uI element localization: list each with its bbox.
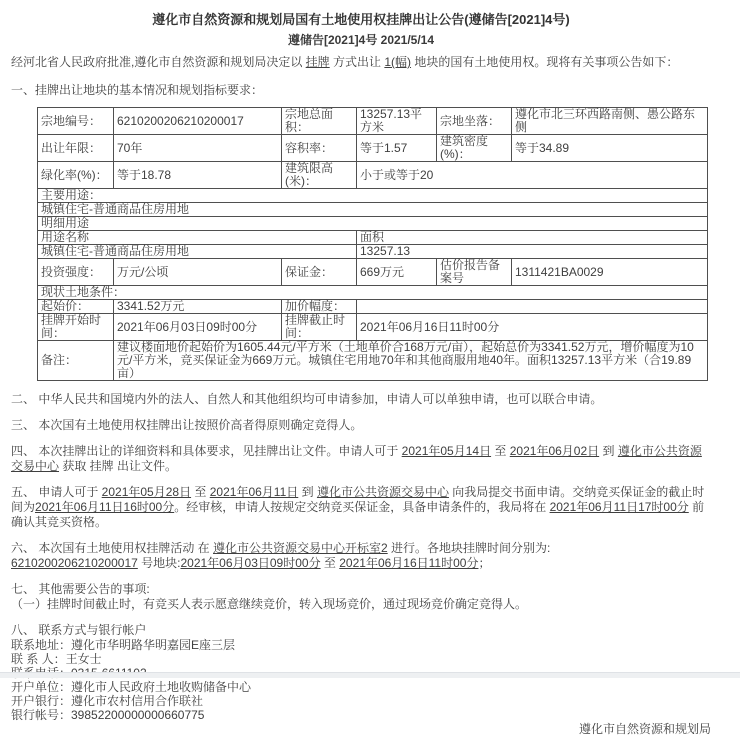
remark-value: 建议楼面地价起始价为1605.44元/平方米（土地单价合168万元/亩），起始总价为3341.52万元，增价幅度为10元/平方米，竞买保证金为669万元。城镇住宅用地70年和其他商服用地40年。面积13257.13平方米（合19.89亩） xyxy=(114,341,708,381)
text-segment: 号地块: xyxy=(137,556,181,570)
area-header: 面积 xyxy=(357,231,708,245)
investment-intensity-value: 万元/公顷 xyxy=(114,259,282,286)
text-segment: 到 xyxy=(599,444,618,458)
location-label: 宗地坐落： xyxy=(437,108,512,135)
table-row xyxy=(38,341,708,381)
bank-name: 开户银行：遵化市农村信用合作联社 xyxy=(11,694,204,708)
page-bottom-bar xyxy=(0,672,740,678)
height-limit-value: 小于或等于20 xyxy=(357,162,708,189)
text-segment: 。经审核，申请人按规定交纳竞买保证金，具备申请条件的，我局将在 xyxy=(174,500,550,514)
text-segment: 四、 本次挂牌出让的详细资料和具体要求，见挂牌出让文件。申请人可于 xyxy=(11,444,402,458)
text-segment: 经河北省人民政府批准,遵化市自然资源和规划局决定以 xyxy=(11,55,306,69)
section6-line2 xyxy=(11,556,711,571)
greening-rate-label: 绿化率(%)： xyxy=(38,162,114,189)
tenure-label: 出让年限： xyxy=(38,135,114,162)
building-density-value: 等于34.89 xyxy=(512,135,708,162)
location-value: 遵化市北三环西路南侧、愚公路东侧 xyxy=(512,108,708,135)
investment-intensity-label: 投资强度： xyxy=(38,259,114,286)
main-use-label: 主要用途： xyxy=(38,189,708,203)
text-segment: 向我局提交书面申请。交纳竞买保证金的截止时间为 xyxy=(11,485,705,514)
account-holder: 开户单位：遵化市人民政府土地收购储备中心 xyxy=(11,680,252,694)
appraisal-report-value: 1311421BA0029 xyxy=(512,259,708,286)
section6-paragraph xyxy=(11,541,711,571)
total-area-label: 宗地总面积： xyxy=(282,108,357,135)
section8-heading: 八、 联系方式与银行帐户 xyxy=(11,623,147,637)
listing-end-label: 挂牌截止时间： xyxy=(282,314,357,341)
underlined-date: 2021年05月28日 xyxy=(101,485,192,499)
section7-heading: 七、 其他需要公告的事项: xyxy=(11,582,150,596)
section7-item1: （一）挂牌时间截止时，有竞买人表示愿意继续竞价，转入现场竞价，通过现场竞价确定竞得人。 xyxy=(11,597,528,611)
text-segment: 进行。各地块挂牌时间分别为: xyxy=(387,541,551,555)
appraisal-report-label: 估价报告备案号 xyxy=(437,259,512,286)
table-row xyxy=(38,189,708,203)
section7-block xyxy=(11,582,711,612)
current-land-condition-label: 现状土地条件： xyxy=(38,286,708,300)
section5-paragraph xyxy=(11,485,711,530)
text-segment: 地块的国有土地使用权。现将有关事项公告如下： xyxy=(411,55,679,69)
text-segment: 获取 挂牌 出让文件。 xyxy=(59,459,178,473)
parcel-number-label: 宗地编号： xyxy=(38,108,114,135)
underlined-venue: 遵化市公共资源交易中心 xyxy=(316,485,449,499)
underlined-date: 2021年06月11日 xyxy=(209,485,299,499)
contact-address: 联系地址：遵化市华明路华明嘉园E座三层 xyxy=(11,638,236,652)
section1-heading: 一、挂牌出让地块的基本情况和规划指标要求： xyxy=(11,83,264,97)
text-segment: 至 xyxy=(320,556,340,570)
remark-label: 备注： xyxy=(38,341,114,381)
text-segment: 六、 本次国有土地使用权挂牌活动 在 xyxy=(11,541,214,555)
table-row xyxy=(38,217,708,231)
table-row xyxy=(38,231,708,245)
plot-ratio-label: 容积率： xyxy=(282,135,357,162)
text-segment: 五、 申请人可于 xyxy=(11,485,102,499)
listing-start-label: 挂牌开始时间： xyxy=(38,314,114,341)
text-segment: ； xyxy=(478,556,491,570)
table-row xyxy=(38,108,708,135)
underlined-method: 挂牌 xyxy=(305,55,330,69)
announcement-number-date: 遵储告[2021]4号 2021/5/14 xyxy=(287,33,435,47)
height-limit-label: 建筑限高(米)： xyxy=(282,162,357,189)
start-price-label: 起始价： xyxy=(38,300,114,314)
underlined-parcel-number: 6210200206210200017 xyxy=(11,556,138,570)
increment-value xyxy=(357,300,708,314)
deposit-value: 669万元 xyxy=(357,259,437,286)
table-row xyxy=(38,286,708,300)
main-use-value: 城镇住宅-普通商品住房用地 xyxy=(38,203,708,217)
section2-paragraph: 二、 中华人民共和国境内外的法人、自然人和其他组织均可申请参加，申请人可以单独申请，也可以联合申请。 xyxy=(11,392,603,406)
underlined-date: 2021年06月02日 xyxy=(509,444,600,458)
underlined-datetime: 2021年06月03日09时00分 xyxy=(180,556,321,570)
table-row xyxy=(38,314,708,341)
section6-line1 xyxy=(11,541,711,556)
issuing-authority-signature: 遵化市自然资源和规划局 xyxy=(578,722,711,736)
section3-paragraph: 三、 本次国有土地使用权挂牌出让按照价高者得原则确定竞得人。 xyxy=(11,418,363,432)
underlined-datetime: 2021年06月11日17时00分 xyxy=(549,500,689,514)
tenure-value: 70年 xyxy=(114,135,282,162)
table-row xyxy=(38,135,708,162)
section4-paragraph xyxy=(11,444,711,474)
listing-end-value: 2021年06月16日11时00分 xyxy=(357,314,708,341)
underlined-venue: 遵化市公共资源交易中心 xyxy=(11,444,702,473)
table-row xyxy=(38,259,708,286)
greening-rate-value: 等于18.78 xyxy=(114,162,282,189)
bank-account-number: 银行帐号：39852200000000660775 xyxy=(11,708,205,722)
underlined-parcel-count: 1(幅) xyxy=(384,55,412,69)
table-row xyxy=(38,245,708,259)
page-title: 遵化市自然资源和规划局国有土地使用权挂牌出让公告(遵储告[2021]4号) xyxy=(152,12,570,27)
table-row xyxy=(38,203,708,217)
area-value: 13257.13 xyxy=(357,245,708,259)
total-area-value: 13257.13平方米 xyxy=(357,108,437,135)
text-segment: 方式出让 xyxy=(329,55,385,69)
underlined-date: 2021年05月14日 xyxy=(401,444,492,458)
listing-start-value: 2021年06月03日09时00分 xyxy=(114,314,282,341)
plot-ratio-value: 等于1.57 xyxy=(357,135,437,162)
intro-paragraph xyxy=(11,55,711,70)
text-segment: 至 xyxy=(491,444,510,458)
building-density-label: 建筑密度(%)： xyxy=(437,135,512,162)
text-segment: 前确认其竞买资格。 xyxy=(11,500,705,529)
parcel-number-value: 6210200206210200017 xyxy=(114,108,282,135)
underlined-datetime: 2021年06月16日11时00分 xyxy=(339,556,479,570)
text-segment: 至 xyxy=(191,485,210,499)
text-segment: 到 xyxy=(298,485,317,499)
start-price-value: 3341.52万元 xyxy=(114,300,282,314)
underlined-datetime: 2021年06月11日16时00分 xyxy=(35,500,175,514)
table-row xyxy=(38,300,708,314)
increment-label: 加价幅度： xyxy=(282,300,357,314)
table-row xyxy=(38,162,708,189)
detail-use-label: 明细用途 xyxy=(38,217,708,231)
underlined-venue: 遵化市公共资源交易中心开标室2 xyxy=(213,541,388,555)
deposit-label: 保证金： xyxy=(282,259,357,286)
use-name-value: 城镇住宅-普通商品住房用地 xyxy=(38,245,357,259)
land-parcel-table xyxy=(37,107,708,381)
contact-person: 联 系 人：王女士 xyxy=(11,652,102,666)
use-name-header: 用途名称 xyxy=(38,231,357,245)
